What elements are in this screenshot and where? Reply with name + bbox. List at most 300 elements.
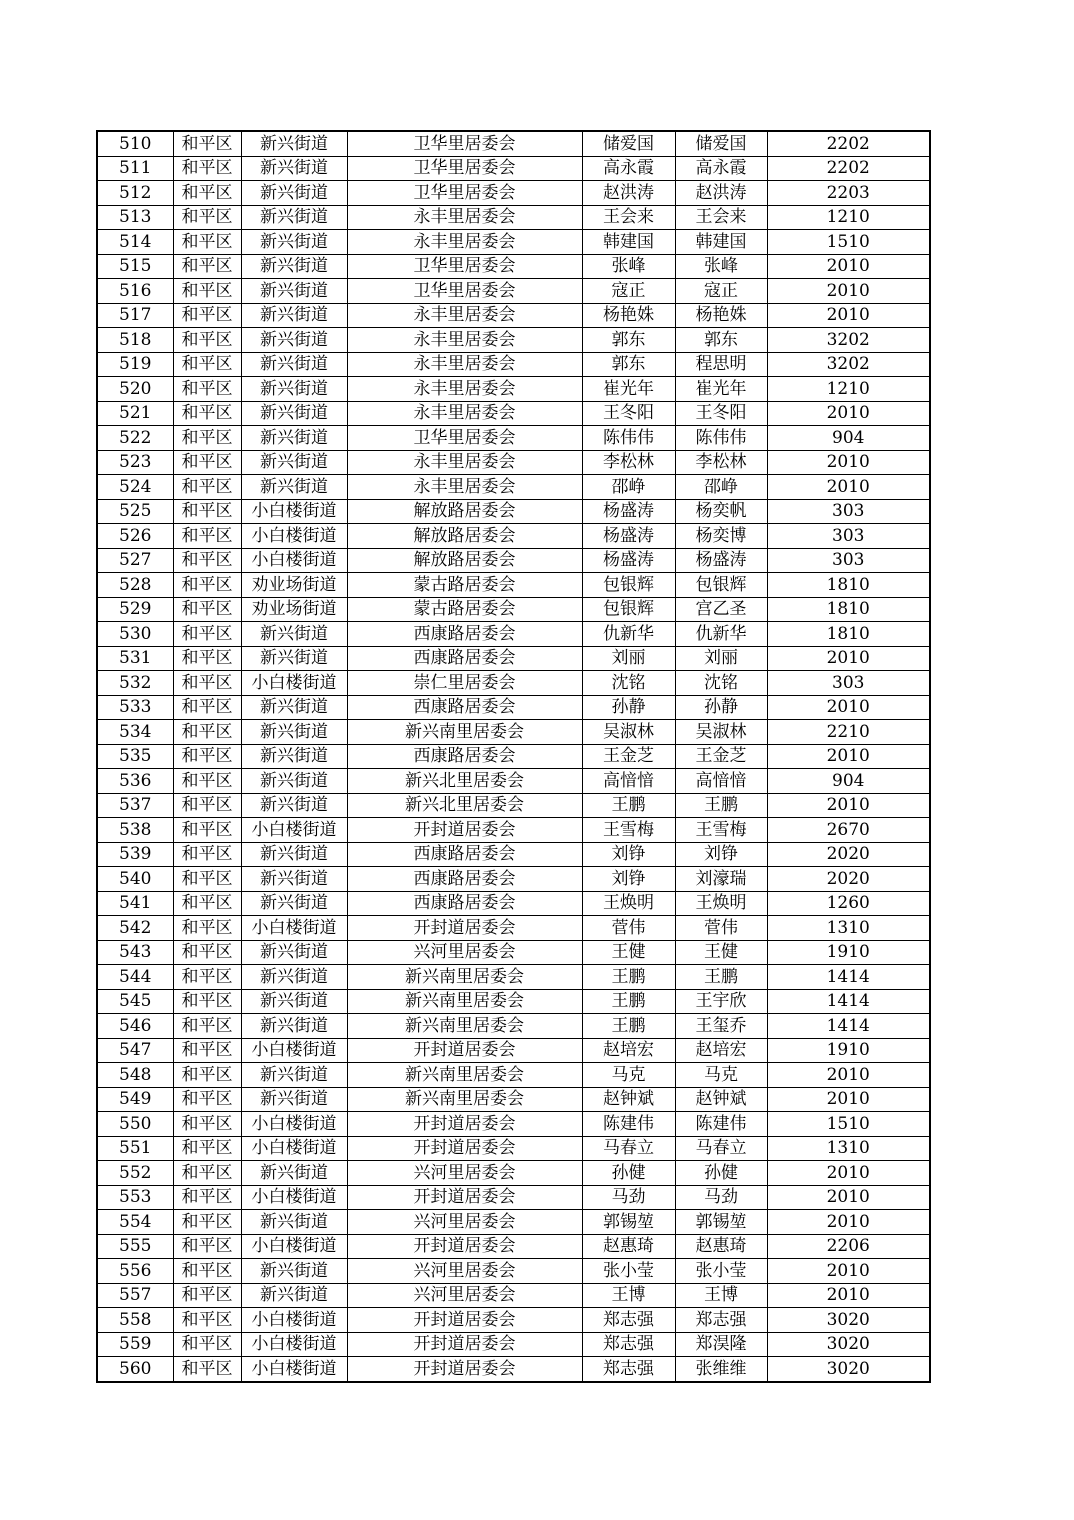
applicant-cell: 刘铮 [582,867,675,892]
value-cell: 1810 [767,622,930,647]
member-cell: 仇新华 [675,622,767,647]
member-cell: 程思明 [675,352,767,377]
district-cell: 和平区 [173,1234,241,1259]
street-cell: 新兴街道 [241,1161,347,1186]
table-row [97,401,930,426]
value-cell: 303 [767,548,930,573]
district-cell: 和平区 [173,131,241,156]
committee-cell: 西康路居委会 [347,646,582,671]
street-cell: 新兴街道 [241,867,347,892]
applicant-cell: 吴淑林 [582,720,675,745]
street-cell: 新兴街道 [241,475,347,500]
member-cell: 邵峥 [675,475,767,500]
member-cell: 崔光年 [675,377,767,402]
table-row [97,450,930,475]
row-number-cell: 550 [97,1112,173,1137]
district-cell: 和平区 [173,720,241,745]
street-cell: 新兴街道 [241,303,347,328]
row-number-cell: 523 [97,450,173,475]
applicant-cell: 郭锡堃 [582,1210,675,1235]
district-cell: 和平区 [173,475,241,500]
district-cell: 和平区 [173,377,241,402]
value-cell: 2010 [767,1259,930,1284]
committee-cell: 卫华里居委会 [347,254,582,279]
table-row [97,1087,930,1112]
member-cell: 王会来 [675,205,767,230]
table-row [97,205,930,230]
committee-cell: 蒙古路居委会 [347,573,582,598]
value-cell: 2010 [767,744,930,769]
table-row [97,622,930,647]
value-cell: 2202 [767,156,930,181]
row-number-cell: 532 [97,671,173,696]
member-cell: 马劲 [675,1185,767,1210]
table-row [97,156,930,181]
member-cell: 王冬阳 [675,401,767,426]
member-cell: 张峰 [675,254,767,279]
street-cell: 新兴街道 [241,426,347,451]
district-cell: 和平区 [173,646,241,671]
street-cell: 新兴街道 [241,1283,347,1308]
street-cell: 新兴街道 [241,131,347,156]
committee-cell: 蒙古路居委会 [347,597,582,622]
applicant-cell: 马春立 [582,1136,675,1161]
street-cell: 小白楼街道 [241,1185,347,1210]
committee-cell: 西康路居委会 [347,891,582,916]
applicant-cell: 王会来 [582,205,675,230]
row-number-cell: 534 [97,720,173,745]
member-cell: 王博 [675,1283,767,1308]
table-row [97,328,930,353]
row-number-cell: 535 [97,744,173,769]
street-cell: 新兴街道 [241,769,347,794]
row-number-cell: 554 [97,1210,173,1235]
committee-cell: 兴河里居委会 [347,940,582,965]
member-cell: 陈建伟 [675,1112,767,1137]
committee-cell: 解放路居委会 [347,499,582,524]
district-cell: 和平区 [173,499,241,524]
table-row [97,230,930,255]
street-cell: 新兴街道 [241,279,347,304]
table-row [97,352,930,377]
street-cell: 新兴街道 [241,352,347,377]
table-row [97,1185,930,1210]
member-cell: 李松林 [675,450,767,475]
applicant-cell: 郑志强 [582,1308,675,1333]
street-cell: 小白楼街道 [241,1308,347,1333]
row-number-cell: 521 [97,401,173,426]
value-cell: 1510 [767,1112,930,1137]
committee-cell: 永丰里居委会 [347,401,582,426]
value-cell: 2210 [767,720,930,745]
table-row [97,548,930,573]
committee-cell: 开封道居委会 [347,1112,582,1137]
member-cell: 王鹏 [675,965,767,990]
member-cell: 赵惠琦 [675,1234,767,1259]
member-cell: 张小莹 [675,1259,767,1284]
applicant-cell: 李松林 [582,450,675,475]
row-number-cell: 536 [97,769,173,794]
row-number-cell: 533 [97,695,173,720]
table-row [97,1210,930,1235]
table-row [97,720,930,745]
member-cell: 宫乙圣 [675,597,767,622]
row-number-cell: 510 [97,131,173,156]
applicant-cell: 郭东 [582,352,675,377]
table-row [97,646,930,671]
table-body [97,131,930,1382]
table-row [97,1357,930,1382]
applicant-cell: 崔光年 [582,377,675,402]
committee-cell: 西康路居委会 [347,867,582,892]
applicant-cell: 王鹏 [582,1014,675,1039]
row-number-cell: 511 [97,156,173,181]
committee-cell: 新兴南里居委会 [347,1014,582,1039]
table-row [97,1332,930,1357]
value-cell: 2202 [767,131,930,156]
value-cell: 3202 [767,328,930,353]
committee-cell: 兴河里居委会 [347,1161,582,1186]
row-number-cell: 560 [97,1357,173,1382]
table-row [97,695,930,720]
committee-cell: 开封道居委会 [347,1308,582,1333]
value-cell: 2203 [767,181,930,206]
table-row [97,426,930,451]
value-cell: 2010 [767,1283,930,1308]
district-cell: 和平区 [173,842,241,867]
value-cell: 1910 [767,940,930,965]
value-cell: 1810 [767,597,930,622]
member-cell: 沈铭 [675,671,767,696]
committee-cell: 西康路居委会 [347,622,582,647]
value-cell: 1310 [767,916,930,941]
row-number-cell: 546 [97,1014,173,1039]
district-cell: 和平区 [173,181,241,206]
table-row [97,1308,930,1333]
applicant-cell: 陈建伟 [582,1112,675,1137]
committee-cell: 西康路居委会 [347,744,582,769]
member-cell: 刘铮 [675,842,767,867]
member-cell: 孙健 [675,1161,767,1186]
table-row [97,524,930,549]
row-number-cell: 514 [97,230,173,255]
street-cell: 新兴街道 [241,156,347,181]
street-cell: 新兴街道 [241,891,347,916]
committee-cell: 永丰里居委会 [347,475,582,500]
value-cell: 2010 [767,401,930,426]
committee-cell: 兴河里居委会 [347,1259,582,1284]
committee-cell: 开封道居委会 [347,1234,582,1259]
row-number-cell: 513 [97,205,173,230]
value-cell: 3020 [767,1332,930,1357]
street-cell: 新兴街道 [241,1210,347,1235]
street-cell: 新兴街道 [241,254,347,279]
committee-cell: 西康路居委会 [347,842,582,867]
committee-cell: 开封道居委会 [347,1357,582,1382]
applicant-cell: 菅伟 [582,916,675,941]
member-cell: 张维维 [675,1357,767,1382]
street-cell: 小白楼街道 [241,524,347,549]
committee-cell: 永丰里居委会 [347,230,582,255]
district-cell: 和平区 [173,818,241,843]
street-cell: 新兴街道 [241,646,347,671]
table-row [97,181,930,206]
district-cell: 和平区 [173,671,241,696]
district-cell: 和平区 [173,352,241,377]
value-cell: 2010 [767,1210,930,1235]
district-cell: 和平区 [173,254,241,279]
row-number-cell: 551 [97,1136,173,1161]
value-cell: 2020 [767,867,930,892]
committee-cell: 卫华里居委会 [347,131,582,156]
district-cell: 和平区 [173,989,241,1014]
committee-cell: 兴河里居委会 [347,1210,582,1235]
value-cell: 3020 [767,1308,930,1333]
row-number-cell: 552 [97,1161,173,1186]
row-number-cell: 529 [97,597,173,622]
district-cell: 和平区 [173,1259,241,1284]
value-cell: 1210 [767,205,930,230]
table-row [97,989,930,1014]
district-cell: 和平区 [173,1357,241,1382]
applicant-cell: 高愔愔 [582,769,675,794]
district-cell: 和平区 [173,328,241,353]
committee-cell: 永丰里居委会 [347,328,582,353]
district-cell: 和平区 [173,867,241,892]
row-number-cell: 553 [97,1185,173,1210]
row-number-cell: 518 [97,328,173,353]
row-number-cell: 548 [97,1063,173,1088]
row-number-cell: 519 [97,352,173,377]
district-cell: 和平区 [173,426,241,451]
applicant-cell: 王冬阳 [582,401,675,426]
street-cell: 新兴街道 [241,181,347,206]
table-row [97,940,930,965]
district-cell: 和平区 [173,401,241,426]
district-cell: 和平区 [173,573,241,598]
street-cell: 新兴街道 [241,793,347,818]
member-cell: 杨盛涛 [675,548,767,573]
street-cell: 小白楼街道 [241,916,347,941]
street-cell: 新兴街道 [241,377,347,402]
table-row [97,1112,930,1137]
district-cell: 和平区 [173,205,241,230]
row-number-cell: 539 [97,842,173,867]
member-cell: 刘濠瑞 [675,867,767,892]
value-cell: 1260 [767,891,930,916]
member-cell: 高永霞 [675,156,767,181]
table-row [97,499,930,524]
row-number-cell: 512 [97,181,173,206]
committee-cell: 卫华里居委会 [347,426,582,451]
row-number-cell: 558 [97,1308,173,1333]
district-cell: 和平区 [173,524,241,549]
member-cell: 杨奕博 [675,524,767,549]
row-number-cell: 559 [97,1332,173,1357]
table-row [97,1038,930,1063]
street-cell: 新兴街道 [241,1014,347,1039]
committee-cell: 新兴南里居委会 [347,1063,582,1088]
value-cell: 303 [767,524,930,549]
street-cell: 小白楼街道 [241,1234,347,1259]
member-cell: 赵洪涛 [675,181,767,206]
member-cell: 刘丽 [675,646,767,671]
committee-cell: 永丰里居委会 [347,303,582,328]
row-number-cell: 544 [97,965,173,990]
table-row [97,671,930,696]
member-cell: 王玺乔 [675,1014,767,1039]
value-cell: 2010 [767,279,930,304]
district-cell: 和平区 [173,940,241,965]
street-cell: 新兴街道 [241,1259,347,1284]
applicant-cell: 沈铭 [582,671,675,696]
district-cell: 和平区 [173,597,241,622]
committee-cell: 新兴南里居委会 [347,965,582,990]
table-row [97,965,930,990]
applicant-cell: 郑志强 [582,1357,675,1382]
applicant-cell: 王博 [582,1283,675,1308]
table-row [97,891,930,916]
member-cell: 王雪梅 [675,818,767,843]
value-cell: 3202 [767,352,930,377]
committee-cell: 崇仁里居委会 [347,671,582,696]
table-row [97,475,930,500]
committee-cell: 兴河里居委会 [347,1283,582,1308]
value-cell: 1414 [767,989,930,1014]
district-cell: 和平区 [173,622,241,647]
row-number-cell: 522 [97,426,173,451]
member-cell: 陈伟伟 [675,426,767,451]
applicant-cell: 刘丽 [582,646,675,671]
street-cell: 小白楼街道 [241,1332,347,1357]
table-row [97,1014,930,1039]
member-cell: 马春立 [675,1136,767,1161]
committee-cell: 开封道居委会 [347,818,582,843]
street-cell: 小白楼街道 [241,1112,347,1137]
applicant-cell: 韩建国 [582,230,675,255]
applicant-cell: 王鹏 [582,793,675,818]
street-cell: 新兴街道 [241,230,347,255]
district-cell: 和平区 [173,303,241,328]
value-cell: 1414 [767,965,930,990]
district-cell: 和平区 [173,1136,241,1161]
applicant-cell: 赵钟斌 [582,1087,675,1112]
district-cell: 和平区 [173,279,241,304]
district-cell: 和平区 [173,1038,241,1063]
member-cell: 赵培宏 [675,1038,767,1063]
row-number-cell: 543 [97,940,173,965]
value-cell: 2010 [767,646,930,671]
value-cell: 2010 [767,254,930,279]
row-number-cell: 538 [97,818,173,843]
committee-cell: 西康路居委会 [347,695,582,720]
table-row [97,867,930,892]
table-row [97,744,930,769]
district-cell: 和平区 [173,1332,241,1357]
applicant-cell: 高永霞 [582,156,675,181]
member-cell: 孙静 [675,695,767,720]
applicant-cell: 刘铮 [582,842,675,867]
table-row [97,1283,930,1308]
member-cell: 王焕明 [675,891,767,916]
applicant-cell: 郭东 [582,328,675,353]
street-cell: 新兴街道 [241,744,347,769]
value-cell: 303 [767,671,930,696]
committee-cell: 解放路居委会 [347,548,582,573]
table-row [97,1063,930,1088]
street-cell: 新兴街道 [241,328,347,353]
street-cell: 新兴街道 [241,205,347,230]
member-cell: 郭东 [675,328,767,353]
value-cell: 2206 [767,1234,930,1259]
member-cell: 马克 [675,1063,767,1088]
member-cell: 赵钟斌 [675,1087,767,1112]
district-cell: 和平区 [173,1087,241,1112]
district-cell: 和平区 [173,1185,241,1210]
value-cell: 303 [767,499,930,524]
street-cell: 劝业场街道 [241,573,347,598]
table-row [97,573,930,598]
value-cell: 1810 [767,573,930,598]
district-cell: 和平区 [173,1161,241,1186]
row-number-cell: 526 [97,524,173,549]
committee-cell: 开封道居委会 [347,916,582,941]
district-cell: 和平区 [173,891,241,916]
applicant-cell: 赵培宏 [582,1038,675,1063]
committee-cell: 新兴南里居委会 [347,720,582,745]
applicant-cell: 王健 [582,940,675,965]
committee-cell: 卫华里居委会 [347,181,582,206]
value-cell: 2010 [767,695,930,720]
applicant-cell: 寇正 [582,279,675,304]
district-cell: 和平区 [173,548,241,573]
street-cell: 小白楼街道 [241,499,347,524]
applicant-cell: 马劲 [582,1185,675,1210]
data-table [96,130,931,1383]
value-cell: 2010 [767,1185,930,1210]
applicant-cell: 陈伟伟 [582,426,675,451]
member-cell: 郑志强 [675,1308,767,1333]
committee-cell: 开封道居委会 [347,1185,582,1210]
applicant-cell: 张小莹 [582,1259,675,1284]
member-cell: 吴淑林 [675,720,767,745]
district-cell: 和平区 [173,744,241,769]
street-cell: 新兴街道 [241,1063,347,1088]
street-cell: 新兴街道 [241,720,347,745]
committee-cell: 永丰里居委会 [347,450,582,475]
value-cell: 2010 [767,1063,930,1088]
street-cell: 小白楼街道 [241,671,347,696]
member-cell: 杨奕帆 [675,499,767,524]
street-cell: 小白楼街道 [241,1357,347,1382]
table-row [97,769,930,794]
district-cell: 和平区 [173,916,241,941]
applicant-cell: 赵洪涛 [582,181,675,206]
table-row [97,279,930,304]
member-cell: 郭锡堃 [675,1210,767,1235]
district-cell: 和平区 [173,1112,241,1137]
street-cell: 新兴街道 [241,450,347,475]
district-cell: 和平区 [173,695,241,720]
row-number-cell: 540 [97,867,173,892]
table-row [97,793,930,818]
row-number-cell: 556 [97,1259,173,1284]
district-cell: 和平区 [173,450,241,475]
applicant-cell: 杨盛涛 [582,548,675,573]
applicant-cell: 郑志强 [582,1332,675,1357]
table-row [97,842,930,867]
row-number-cell: 531 [97,646,173,671]
